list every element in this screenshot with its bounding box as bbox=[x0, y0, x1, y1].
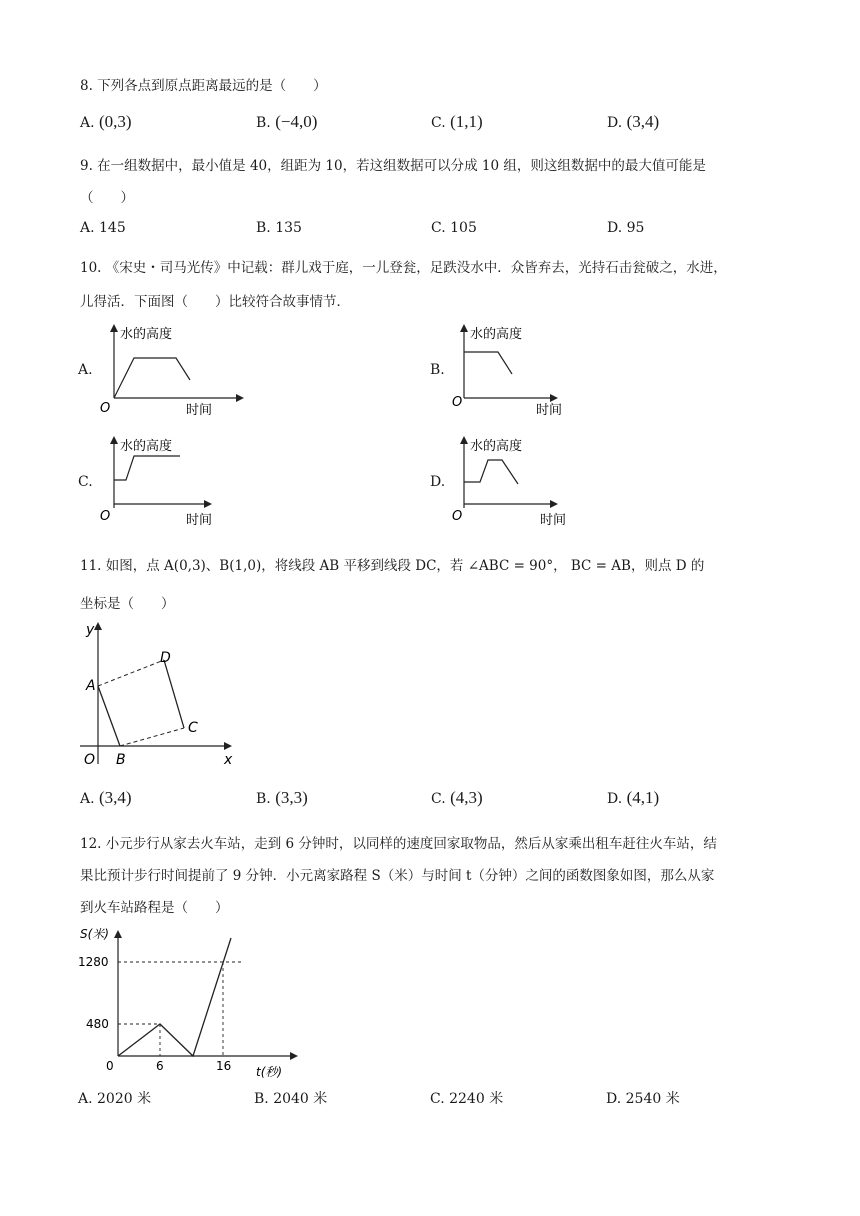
option-letter: D. bbox=[607, 791, 623, 807]
q11-option-c[interactable] bbox=[431, 788, 483, 808]
q8-option-c[interactable] bbox=[431, 112, 483, 132]
q12-option-b[interactable]: B. 2040 米 bbox=[254, 1091, 328, 1107]
option-letter: A. bbox=[80, 791, 95, 807]
q10-graph-c bbox=[96, 432, 256, 528]
q8-option-d[interactable] bbox=[607, 112, 659, 132]
option-letter: A. bbox=[80, 220, 95, 236]
y-axis-label: y bbox=[86, 622, 95, 638]
x-axis-label: 时间 bbox=[540, 513, 567, 528]
q10-stem-line1: 10. 《宋史・司马光传》中记载：群儿戏于庭，一儿登瓮，足跌没水中．众皆弃去，光持石击瓮破之，水进， bbox=[80, 260, 727, 276]
option-letter: B. bbox=[256, 791, 271, 807]
q10-option-a-letter[interactable]: A. bbox=[78, 362, 93, 378]
option-value: (0,3) bbox=[99, 112, 132, 131]
x-tick-6: 6 bbox=[156, 1059, 164, 1073]
q12-option-c[interactable]: C. 2240 米 bbox=[430, 1091, 504, 1107]
option-value: 95 bbox=[626, 220, 645, 236]
x-axis-arrow bbox=[550, 394, 558, 402]
option-letter: B. bbox=[256, 220, 271, 236]
q12-option-a[interactable]: A. 2020 米 bbox=[78, 1091, 152, 1107]
option-letter: D. bbox=[607, 220, 623, 236]
option-letter: C. bbox=[431, 115, 446, 131]
origin-label: O bbox=[84, 752, 96, 768]
origin-label: O bbox=[452, 395, 463, 410]
q8-option-b[interactable] bbox=[256, 112, 317, 132]
y-axis-arrow bbox=[460, 324, 468, 332]
q12-option-d[interactable]: D. 2540 米 bbox=[606, 1091, 680, 1107]
option-letter: C. bbox=[431, 220, 446, 236]
water-height-curve bbox=[114, 456, 180, 480]
point-d-label: D bbox=[160, 650, 171, 666]
option-letter: A. bbox=[80, 115, 95, 131]
q11-stem-line1: 11. 如图，点 A(0,3)、B(1,0)，将线段 AB 平移到线段 DC，若 ∠ABC = 90°， BC = AB，则点 D 的 bbox=[80, 558, 705, 574]
y-tick-1280: 1280 bbox=[78, 955, 109, 969]
y-axis-arrow bbox=[110, 324, 118, 332]
y-tick-480: 480 bbox=[86, 1017, 109, 1031]
q11-stem-line2: 坐标是（ ） bbox=[80, 596, 175, 612]
segment-bc bbox=[120, 728, 184, 746]
option-value: 145 bbox=[99, 220, 126, 236]
x-axis-arrow bbox=[224, 742, 232, 750]
q9-option-d[interactable] bbox=[607, 220, 644, 236]
option-letter: B. bbox=[256, 115, 271, 131]
x-axis-label: 时间 bbox=[186, 513, 213, 528]
option-value: (3,4) bbox=[99, 788, 132, 807]
y-axis-arrow bbox=[114, 930, 122, 938]
q10-graph-d bbox=[446, 432, 606, 528]
x-axis-label: 时间 bbox=[186, 403, 213, 416]
origin-label: O bbox=[452, 509, 463, 524]
q12-graph bbox=[76, 924, 306, 1084]
water-height-curve bbox=[464, 460, 518, 484]
x-axis-arrow bbox=[236, 394, 244, 402]
q10-option-b-letter[interactable]: B. bbox=[430, 362, 445, 378]
water-height-curve bbox=[114, 358, 190, 398]
option-value: (4,1) bbox=[626, 788, 660, 807]
q9-option-b[interactable] bbox=[256, 220, 302, 236]
option-value: 105 bbox=[450, 220, 477, 236]
water-height-curve bbox=[464, 352, 512, 374]
q10-graph-b bbox=[446, 320, 606, 416]
segment-dc bbox=[164, 660, 184, 728]
option-value: (−4,0) bbox=[275, 112, 318, 131]
x-axis-label: t(秒) bbox=[256, 1065, 283, 1079]
x-axis-arrow bbox=[550, 500, 558, 508]
y-axis-label: 水的高度 bbox=[120, 327, 173, 342]
q11-option-d[interactable] bbox=[607, 788, 659, 808]
q10-graph-a bbox=[96, 320, 256, 416]
origin-label: O bbox=[100, 509, 111, 524]
segment-ad bbox=[98, 660, 164, 686]
q12-stem-line1: 12. 小元步行从家去火车站，走到 6 分钟时，以同样的速度回家取物品，然后从家乘出租车赶往火车站，结 bbox=[80, 836, 717, 852]
q11-figure bbox=[76, 616, 246, 772]
point-c-label: C bbox=[188, 720, 198, 736]
q9-stem-line2: （ ） bbox=[80, 190, 134, 206]
y-axis-label: 水的高度 bbox=[120, 439, 173, 454]
y-axis-arrow bbox=[460, 436, 468, 444]
option-value: 135 bbox=[275, 220, 302, 236]
distance-curve bbox=[118, 938, 231, 1056]
x-axis-label: 时间 bbox=[536, 403, 563, 416]
q12-stem-line2: 果比预计步行时间提前了 9 分钟．小元离家路程 S（米）与时间 t（分钟）之间的函数图象如图，那么从家 bbox=[80, 868, 715, 884]
q9-option-a[interactable] bbox=[80, 220, 126, 236]
origin-label: O bbox=[100, 401, 111, 416]
x-tick-16: 16 bbox=[216, 1059, 232, 1073]
y-axis-arrow bbox=[94, 622, 102, 630]
segment-ab bbox=[98, 686, 120, 746]
y-axis-label: 水的高度 bbox=[470, 327, 523, 342]
x-axis-arrow bbox=[204, 500, 212, 508]
option-value: (4,3) bbox=[450, 788, 483, 807]
q11-option-a[interactable] bbox=[80, 788, 132, 808]
point-a-label: A bbox=[86, 678, 96, 694]
q8-option-a[interactable] bbox=[80, 112, 132, 132]
y-axis-label: S(米) bbox=[80, 927, 109, 941]
option-value: (1,1) bbox=[450, 112, 483, 131]
q9-option-c[interactable] bbox=[431, 220, 477, 236]
option-value: (3,3) bbox=[275, 788, 308, 807]
point-b-label: B bbox=[116, 752, 126, 768]
q10-option-d-letter[interactable]: D. bbox=[430, 474, 446, 490]
q10-stem-line2: 儿得活．下面图（ ）比较符合故事情节． bbox=[80, 294, 350, 310]
q10-option-c-letter[interactable]: C. bbox=[78, 474, 93, 490]
y-axis-arrow bbox=[110, 436, 118, 444]
q12-stem-line3: 到火车站路程是（ ） bbox=[80, 900, 229, 916]
y-axis-label: 水的高度 bbox=[470, 439, 523, 454]
origin-label: 0 bbox=[106, 1059, 114, 1073]
x-axis-arrow bbox=[290, 1052, 298, 1060]
option-letter: C. bbox=[431, 791, 446, 807]
q8-stem: 8. 下列各点到原点距离最远的是（ ） bbox=[80, 78, 327, 94]
q9-stem-line1: 9. 在一组数据中，最小值是 40，组距为 10，若这组数据可以分成 10 组，则这组数据中的最大值可能是 bbox=[80, 158, 706, 174]
option-letter: D. bbox=[607, 115, 623, 131]
q11-option-b[interactable] bbox=[256, 788, 308, 808]
x-axis-label: x bbox=[224, 752, 233, 768]
option-value: (3,4) bbox=[626, 112, 660, 131]
